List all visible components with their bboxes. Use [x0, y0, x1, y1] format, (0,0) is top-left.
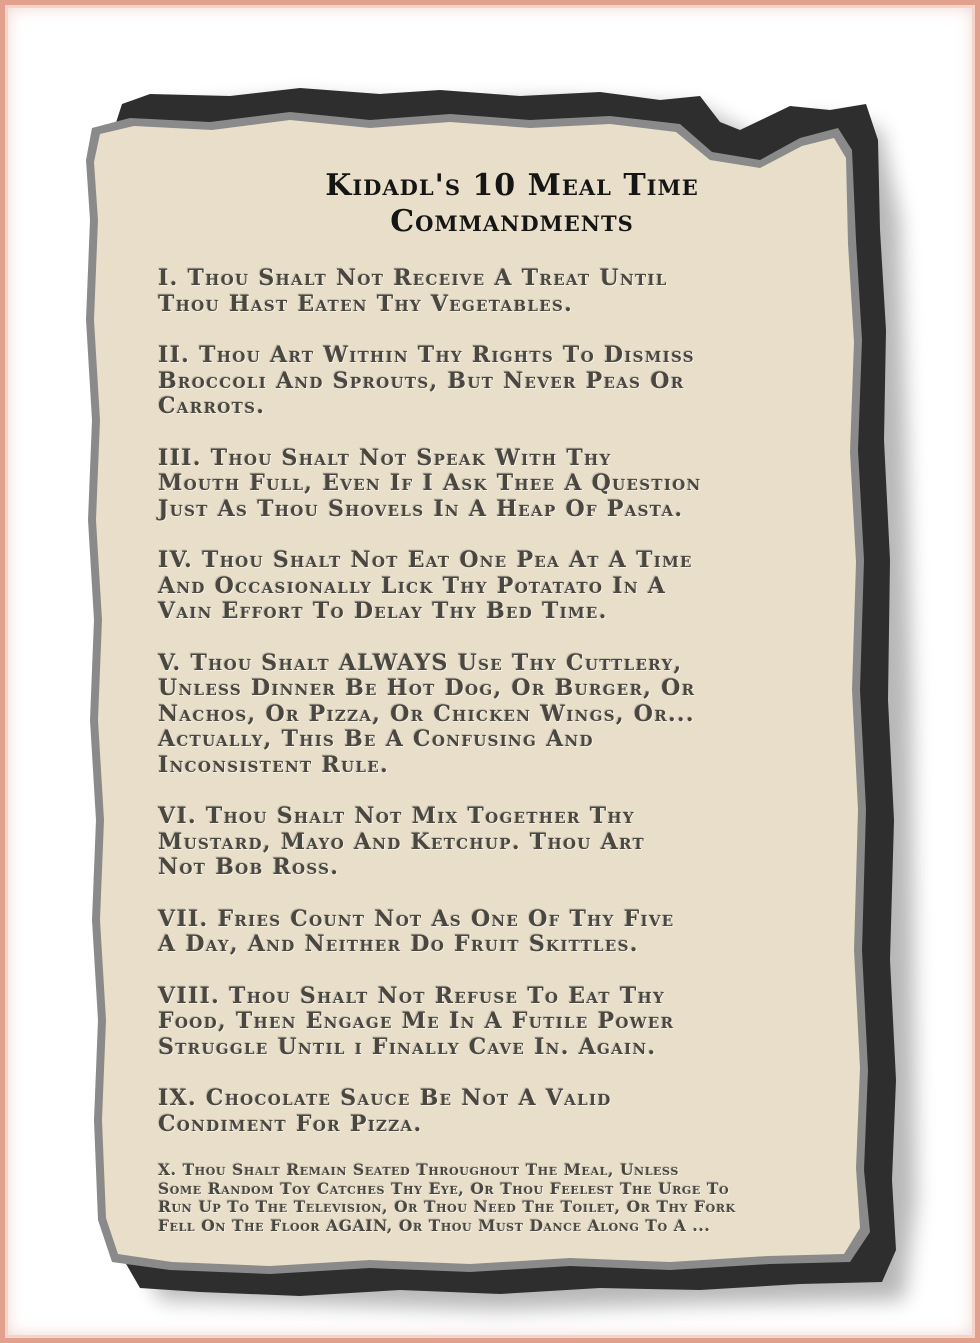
- page-title: [176, 168, 848, 240]
- commandment-1: I. Thou Shalt Not Receive A Treat Until Thou Hast Eaten Thy Vegetables.: [158, 265, 668, 317]
- commandment-4: IV. Thou Shalt Not Eat One Pea At A Time And Occasionally Lick Thy Potatato In A Vain Effort To Delay Thy Bed Time.: [158, 547, 693, 624]
- commandment-10: X. Thou Shalt Remain Seated Throughout The Meal, Unless Some Random Toy Catches Thy Eye, Or Thou Feelest The Urge To Run Up To The Television, Or Thou Need The Toilet, Or Thy Fork Fell On The Floor AGAIN, Or Thou Must Dance Along To A ...: [158, 1160, 736, 1235]
- commandment-2: II. Thou Art Within Thy Rights To Dismiss Broccoli And Sprouts, But Never Peas Or Carrots.: [158, 342, 695, 419]
- commandment-6: VI. Thou Shalt Not Mix Together Thy Mustard, Mayo And Ketchup. Thou Art Not Bob Ross.: [158, 803, 645, 880]
- commandment-3: III. Thou Shalt Not Speak With Thy Mouth Full, Even If I Ask Thee A Question Just As Thou Shovels In A Heap Of Pasta.: [158, 444, 702, 522]
- commandment-7: VII. Fries Count Not As One Of Thy Five A Day, And Neither Do Fruit Skittles.: [158, 905, 675, 957]
- commandments-content: [158, 160, 848, 1235]
- commandment-9: IX. Chocolate Sauce Be Not A Valid Condiment For Pizza.: [158, 1085, 612, 1137]
- title-line-1: Kidadl's 10 Meal Time: [325, 168, 699, 203]
- title-line-2: Commandments: [390, 204, 634, 239]
- commandment-8: VIII. Thou Shalt Not Refuse To Eat Thy Food, Then Engage Me In A Futile Power Struggle Until i Finally Cave In. Again.: [158, 982, 675, 1060]
- commandment-5: V. Thou Shalt ALWAYS Use Thy Cuttlery, Unless Dinner Be Hot Dog, Or Burger, Or Nachos, Or Pizza, Or Chicken Wings, Or... Actually, This Be A Confusing And Inconsistent Rule.: [158, 649, 696, 778]
